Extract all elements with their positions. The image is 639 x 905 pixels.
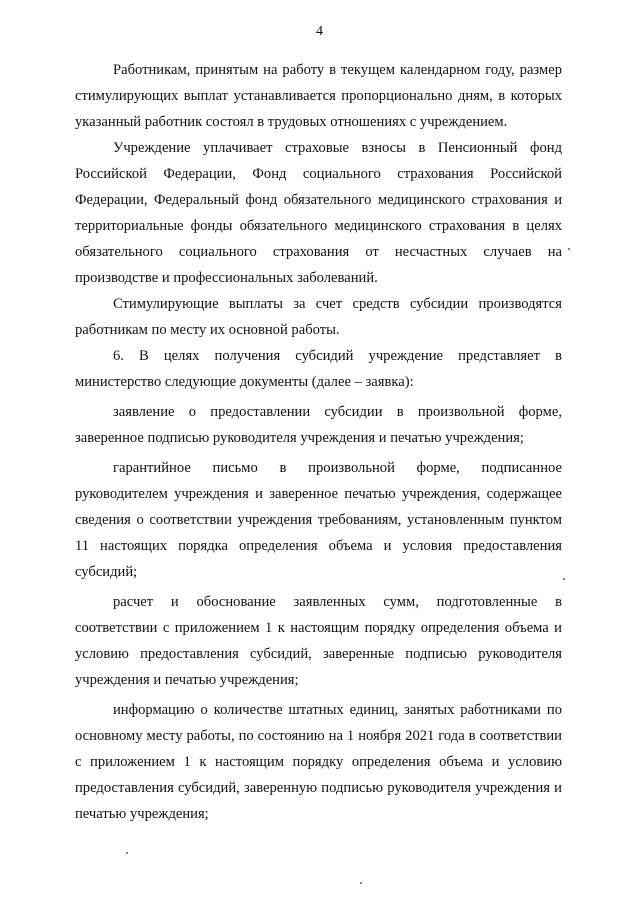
paragraph-calculation: расчет и обоснование заявленных сумм, подготовленные в соответствии с приложением 1 к настоящим порядку определения объема и условию предоставления субсидий, заверенные подписью руководителя учреждения и печатью учреждения;: [75, 594, 562, 688]
paragraph-staff-info: информацию о количестве штатных единиц, занятых работниками по основному месту работы, по состоянию на 1 ноября 2021 года в соответствии с приложением 1 к настоящим порядку определения объема и условию предоставления субсидий, заверенную подписью руководителя учреждения и печатью учреждения;: [75, 702, 562, 822]
paragraph-stimulus-proportional: Работникам, принятым на работу в текущем календарном году, размер стимулирующих выплат устанавливается пропорционально дням, в которых указанный работник состоял в трудовых отношениях с учреждением.: [75, 62, 562, 130]
paragraph-guarantee-letter: гарантийное письмо в произвольной форме, подписанное руководителем учреждения и заверенное печатью учреждения, содержащее сведения о соответствии учреждения требованиям, установленным пунктом 11 настоящих порядка определения объема и условия предоставления субсидий;: [75, 460, 562, 580]
paragraph-stimulus-payments: Стимулирующие выплаты за счет средств субсидии производятся работникам по месту их основной работы.: [75, 296, 562, 338]
paragraph-application: заявление о предоставлении субсидии в произвольной форме, заверенное подписью руководителя учреждения и печатью учреждения;: [75, 404, 562, 446]
scan-speck: [360, 882, 362, 884]
scan-speck: [563, 578, 565, 580]
document-body: [75, 57, 562, 827]
paragraph-insurance-contributions: Учреждение уплачивает страховые взносы в Пенсионный фонд Российской Федерации, Фонд социального страхования Российской Федерации, Федеральный фонд обязательного медицинского страхования и территориальные фонды обязательного медицинского страхования в целях обязательного социального страхования от несчастных случаев на производстве и профессиональных заболеваний.: [75, 140, 562, 286]
scan-speck: [568, 248, 570, 250]
page-number: 4: [316, 24, 323, 39]
scan-speck: [126, 852, 128, 854]
paragraph-item-6: 6. В целях получения субсидий учреждение представляет в министерство следующие документы (далее – заявка):: [75, 348, 562, 390]
